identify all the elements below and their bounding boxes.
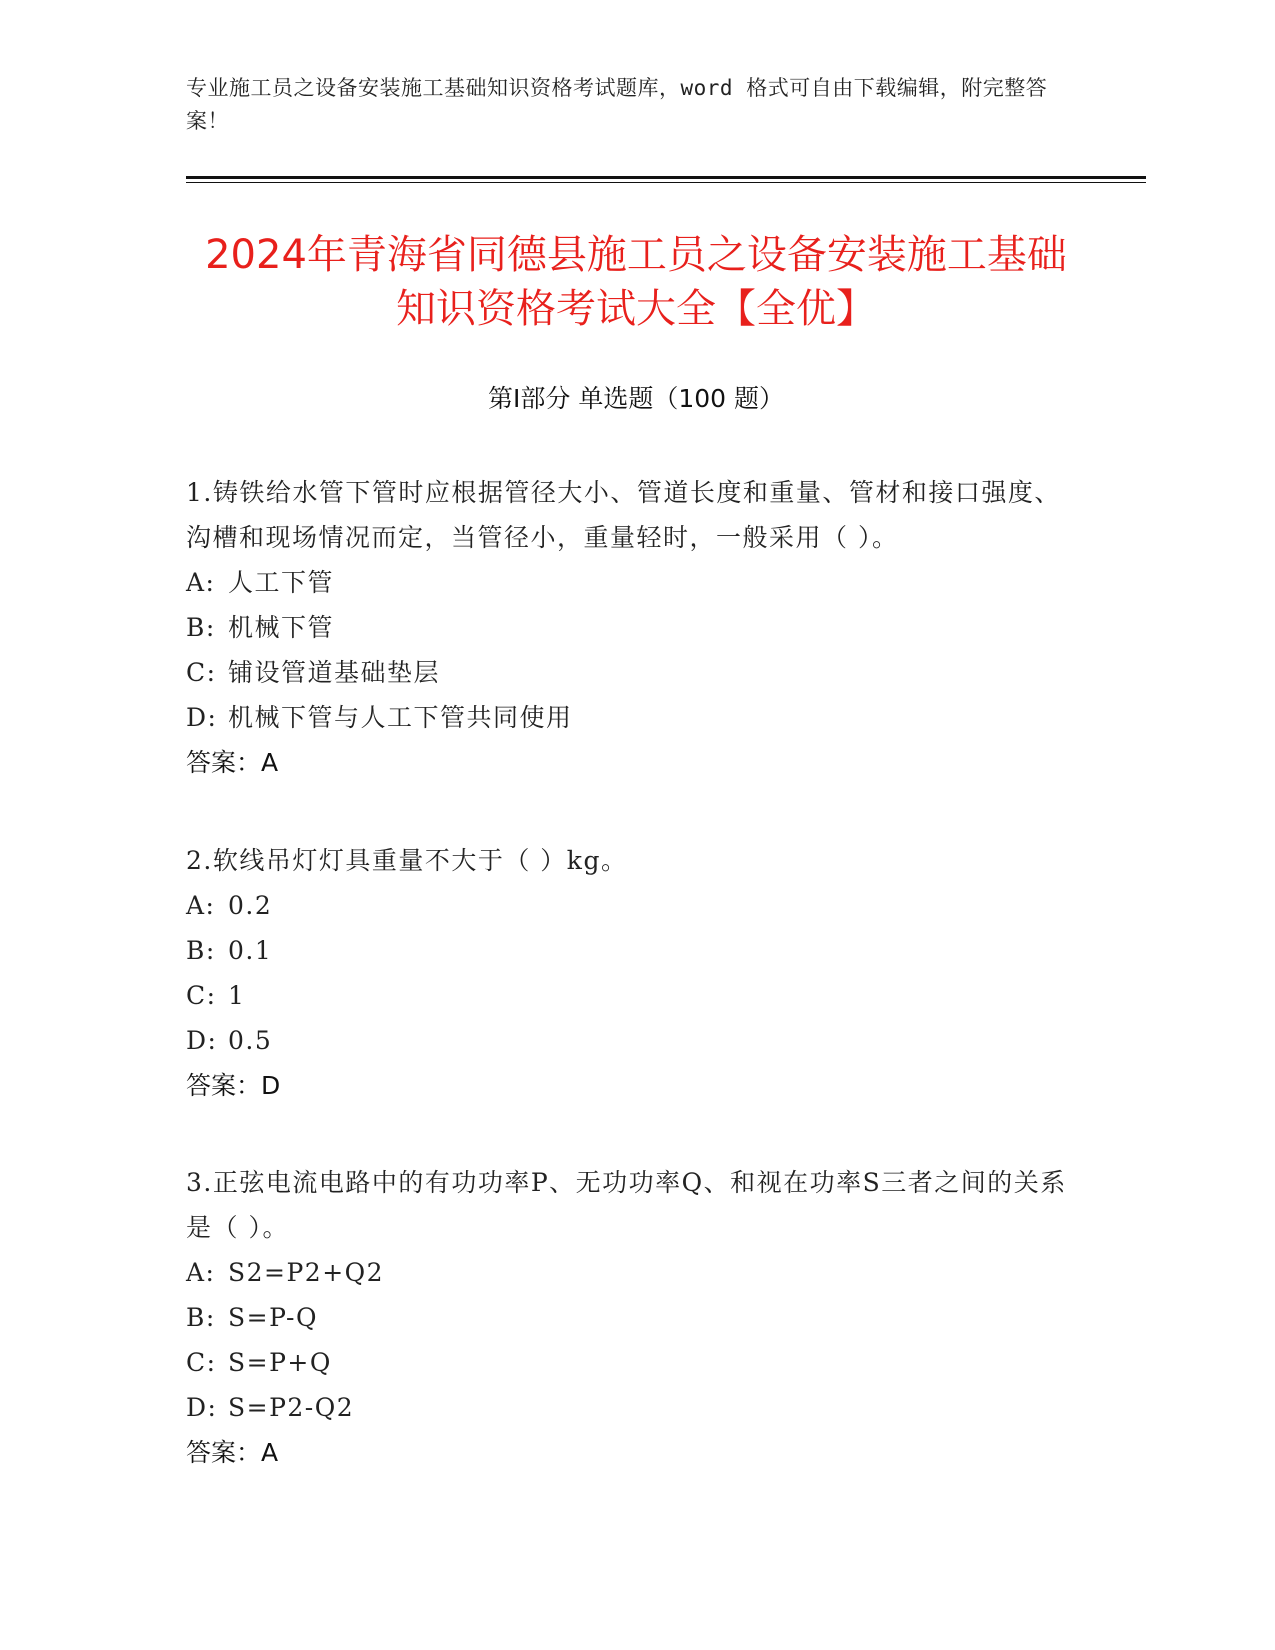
question-3 xyxy=(186,1160,1086,1475)
option-text: 机械下管 xyxy=(228,613,335,642)
document-title: 2024年青海省同德县施工员之设备安装施工基础知识资格考试大全【全优】 xyxy=(205,232,1067,332)
question-stem: 3.正弦电流电路中的有功功率P、无功功率Q、和视在功率S三者之间的关系是（ ）。 xyxy=(186,1168,1067,1242)
option-key: C: xyxy=(186,1348,217,1377)
header-divider-thin xyxy=(186,182,1146,183)
option-text: 1 xyxy=(228,981,246,1010)
option-b xyxy=(186,1295,1086,1340)
header-note: 专业施工员之设备安装施工基础知识资格考试题库，word 格式可自由下载编辑，附完整答案！ xyxy=(186,76,1048,133)
option-text: S=P2-Q2 xyxy=(228,1393,355,1422)
answer: 答案：A xyxy=(186,748,279,777)
option-b xyxy=(186,605,1086,650)
option-key: D: xyxy=(186,1393,218,1422)
answer: 答案：A xyxy=(186,1438,279,1467)
option-d xyxy=(186,1385,1086,1430)
answer: 答案：D xyxy=(186,1071,281,1100)
option-c xyxy=(186,650,1086,695)
option-b xyxy=(186,928,1086,973)
option-text: 0.5 xyxy=(228,1026,273,1055)
option-a xyxy=(186,1250,1086,1295)
question-1 xyxy=(186,470,1086,785)
option-key: B: xyxy=(186,1303,216,1332)
option-key: B: xyxy=(186,936,216,965)
option-d xyxy=(186,695,1086,740)
option-key: B: xyxy=(186,613,216,642)
question-stem: 2.软线吊灯灯具重量不大于（ ）kg。 xyxy=(186,846,628,875)
option-key: A: xyxy=(186,1258,216,1287)
option-text: 0.2 xyxy=(228,891,273,920)
option-text: S=P-Q xyxy=(228,1303,318,1332)
option-text: S=P+Q xyxy=(228,1348,332,1377)
option-key: D: xyxy=(186,1026,218,1055)
section-heading: 第Ⅰ部分 单选题（100 题） xyxy=(488,384,784,413)
option-text: 铺设管道基础垫层 xyxy=(228,658,441,687)
option-key: D: xyxy=(186,703,218,732)
option-key: C: xyxy=(186,658,217,687)
option-key: A: xyxy=(186,568,216,597)
option-text: 机械下管与人工下管共同使用 xyxy=(228,703,573,732)
option-text: 人工下管 xyxy=(228,568,335,597)
header-divider-thick xyxy=(186,176,1146,179)
option-a xyxy=(186,560,1086,605)
option-text: 0.1 xyxy=(228,936,273,965)
question-2 xyxy=(186,838,1086,1108)
option-c xyxy=(186,1340,1086,1385)
option-d xyxy=(186,1018,1086,1063)
option-a xyxy=(186,883,1086,928)
question-stem: 1.铸铁给水管下管时应根据管径大小、管道长度和重量、管材和接口强度、沟槽和现场情况而定，当管径小，重量轻时，一般采用（ ）。 xyxy=(186,478,1061,552)
option-key: A: xyxy=(186,891,216,920)
option-c xyxy=(186,973,1086,1018)
option-text: S2=P2+Q2 xyxy=(228,1258,385,1287)
option-key: C: xyxy=(186,981,217,1010)
